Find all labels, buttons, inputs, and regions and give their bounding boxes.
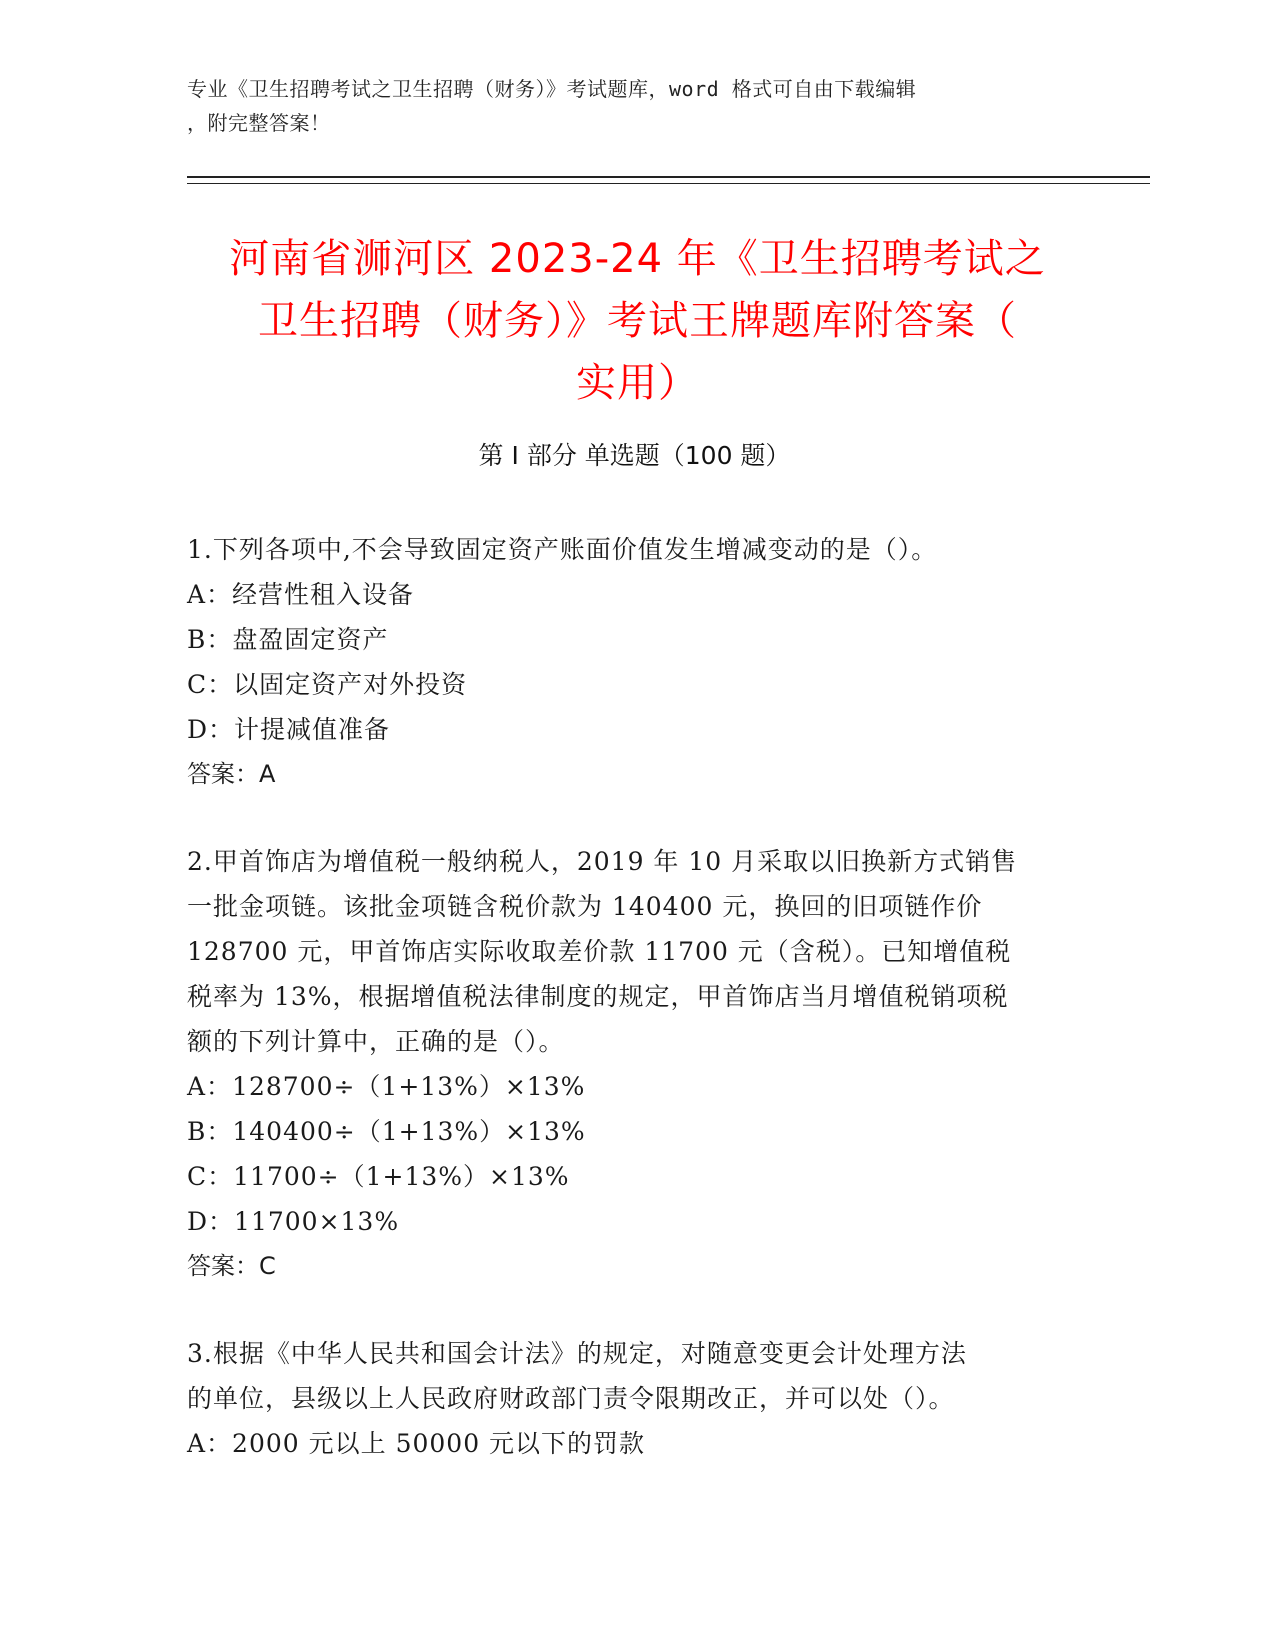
option-a: A：128700÷（1+13%）×13%	[187, 1072, 586, 1101]
question-stem-line: 税率为 13%，根据增值税法律制度的规定，甲首饰店当月增值税销项税	[187, 982, 1009, 1011]
header-rule-thin	[187, 183, 1150, 184]
option-d: D：11700×13%	[187, 1207, 400, 1236]
title-line-2: 卫生招聘（财务）》考试王牌题库附答案（	[258, 298, 1017, 344]
title-line-1: 河南省浉河区 2023-24 年《卫生招聘考试之	[229, 236, 1046, 282]
option-c: C：以固定资产对外投资	[187, 670, 468, 699]
question-3	[187, 1331, 1077, 1466]
title-line-3: 实用）	[576, 360, 699, 406]
header-note-line-2: ，附完整答案！	[187, 111, 331, 135]
answer: 答案：A	[187, 760, 276, 788]
section-heading: 第 I 部分 单选题（100 题）	[478, 441, 791, 470]
question-2	[187, 839, 1077, 1289]
header-note-line-1: 专业《卫生招聘考试之卫生招聘（财务）》考试题库，word 格式可自由下载编辑	[187, 77, 917, 101]
header-rule-thick	[187, 176, 1150, 178]
option-a: A：经营性租入设备	[187, 580, 415, 609]
question-stem-line: 额的下列计算中，正确的是（）。	[187, 1027, 565, 1056]
option-a: A：2000 元以上 50000 元以下的罚款	[187, 1429, 646, 1458]
option-b: B：140400÷（1+13%）×13%	[187, 1117, 586, 1146]
question-stem-line: 一批金项链。该批金项链含税价款为 140400 元，换回的旧项链作价	[187, 892, 983, 921]
question-stem-line: 2.甲首饰店为增值税一般纳税人，2019 年 10 月采取以旧换新方式销售	[187, 847, 1018, 876]
document-title	[190, 228, 1085, 414]
question-stem: 1.下列各项中,不会导致固定资产账面价值发生增减变动的是（）。	[187, 535, 938, 564]
header-note	[187, 72, 1067, 140]
option-d: D：计提减值准备	[187, 715, 391, 744]
question-stem-line: 128700 元，甲首饰店实际收取差价款 11700 元（含税）。已知增值税	[187, 937, 1012, 966]
question-list	[187, 527, 1077, 1508]
answer: 答案：C	[187, 1252, 276, 1280]
question-stem-line: 3.根据《中华人民共和国会计法》的规定，对随意变更会计处理方法	[187, 1339, 967, 1368]
option-c: C：11700÷（1+13%）×13%	[187, 1162, 570, 1191]
option-b: B：盘盈固定资产	[187, 625, 389, 654]
question-stem-line: 的单位，县级以上人民政府财政部门责令限期改正，并可以处（）。	[187, 1384, 955, 1413]
question-1	[187, 527, 1077, 797]
